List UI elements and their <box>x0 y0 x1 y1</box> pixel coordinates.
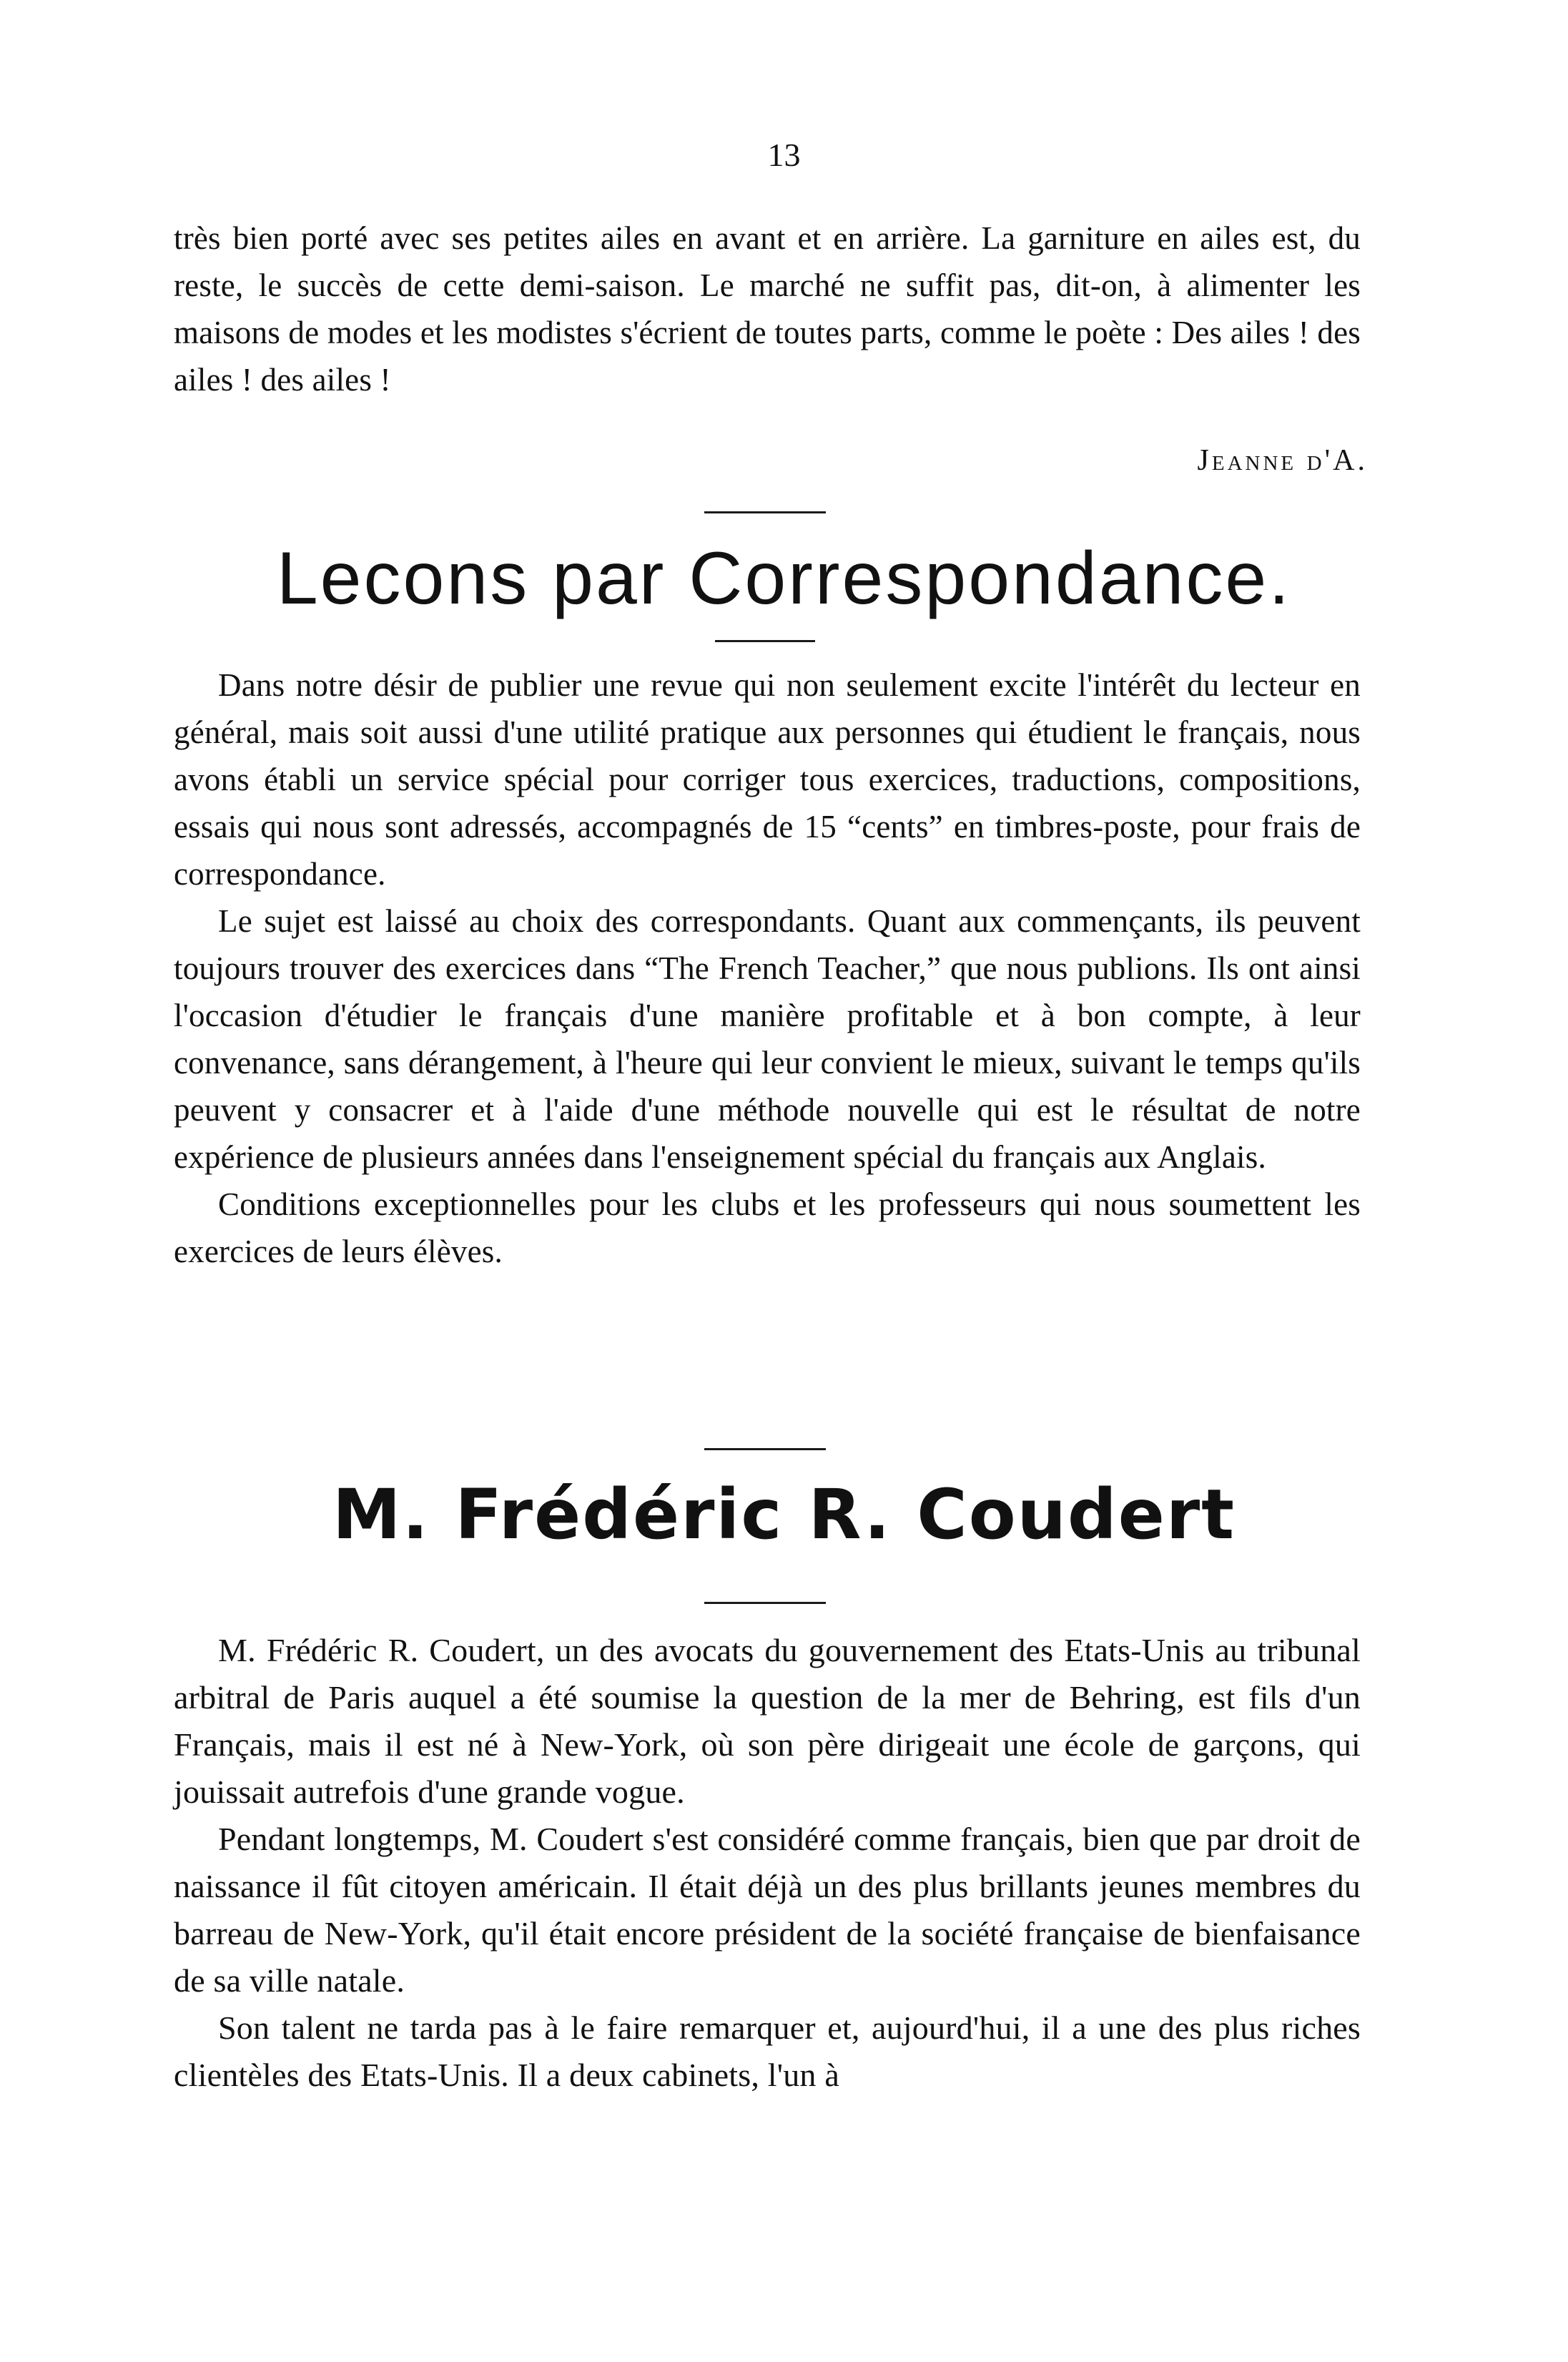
coudert-section <box>174 1627 1361 2099</box>
signature: Jeanne d'A. <box>1197 444 1368 477</box>
page-number: 13 <box>767 137 801 173</box>
divider-rule <box>715 640 815 642</box>
lecons-paragraph-3: Conditions exceptionnelles pour les clubs et les professeurs qui nous soumettent les exercices de leurs élèves. <box>174 1186 1361 1269</box>
section-title-coudert: M. Frédéric R. Coudert <box>332 1475 1236 1555</box>
lecons-paragraph-2: Le sujet est laissé au choix des correspondants. Quant aux commençants, ils peuvent toujours trouver des exercices dans “The French Teacher,” que nous publions. Ils ont ainsi l'occasion d'étudier le français d'une manière profitable et à bon compte, à leur convenance, sans dérangement, à l'heure qui leur convient le mieux, suivant le temps qu'ils peuvent y consacrer et à l'aide d'une méthode nouvelle qui est le résultat de notre expérience de plusieurs années dans l'enseignement spécial du français aux Anglais. <box>174 903 1361 1175</box>
lecons-section <box>174 661 1361 1275</box>
intro-section <box>174 215 1361 403</box>
lecons-paragraph-1: Dans notre désir de publier une revue qui non seulement excite l'intérêt du lecteur en général, mais soit aussi d'une utilité pratique aux personnes qui étudient le français, nous avons établi un service spécial pour corriger tous exercices, traductions, compositions, essais qui nous sont adressés, accompagnés de 15 “cents” en timbres-poste, pour frais de correspondance. <box>174 667 1361 892</box>
divider-rule <box>704 511 826 513</box>
divider-rule <box>704 1602 826 1604</box>
section-title-lecons: Lecons par Correspondance. <box>276 537 1292 620</box>
coudert-paragraph-2: Pendant longtemps, M. Coudert s'est considéré comme français, bien que par droit de naissance il fût citoyen américain. Il était déjà un des plus brillants jeunes membres du barreau de New-York, qu'il était encore président de la société française de bienfaisance de sa ville natale. <box>174 1821 1361 1999</box>
divider-rule <box>704 1448 826 1450</box>
coudert-paragraph-1: M. Frédéric R. Coudert, un des avocats du gouvernement des Etats-Unis au tribunal arbitral de Paris auquel a été soumise la question de la mer de Behring, est fils d'un Français, mais il est né à New-York, où son père dirigeait une école de garçons, qui jouissait autrefois d'une grande vogue. <box>174 1632 1361 1810</box>
intro-paragraph: très bien porté avec ses petites ailes en avant et en arrière. La garniture en ailes est, du reste, le succès de cette demi-saison. Le marché ne suffit pas, dit-on, à alimenter les maisons de modes et les modistes s'écrient de toutes parts, comme le poète : Des ailes ! des ailes ! des ailes ! <box>174 220 1361 398</box>
coudert-paragraph-3: Son talent ne tarda pas à le faire remarquer et, aujourd'hui, il a une des plus riches clientèles des Etats-Unis. Il a deux cabinets, l'un à <box>174 2009 1361 2093</box>
